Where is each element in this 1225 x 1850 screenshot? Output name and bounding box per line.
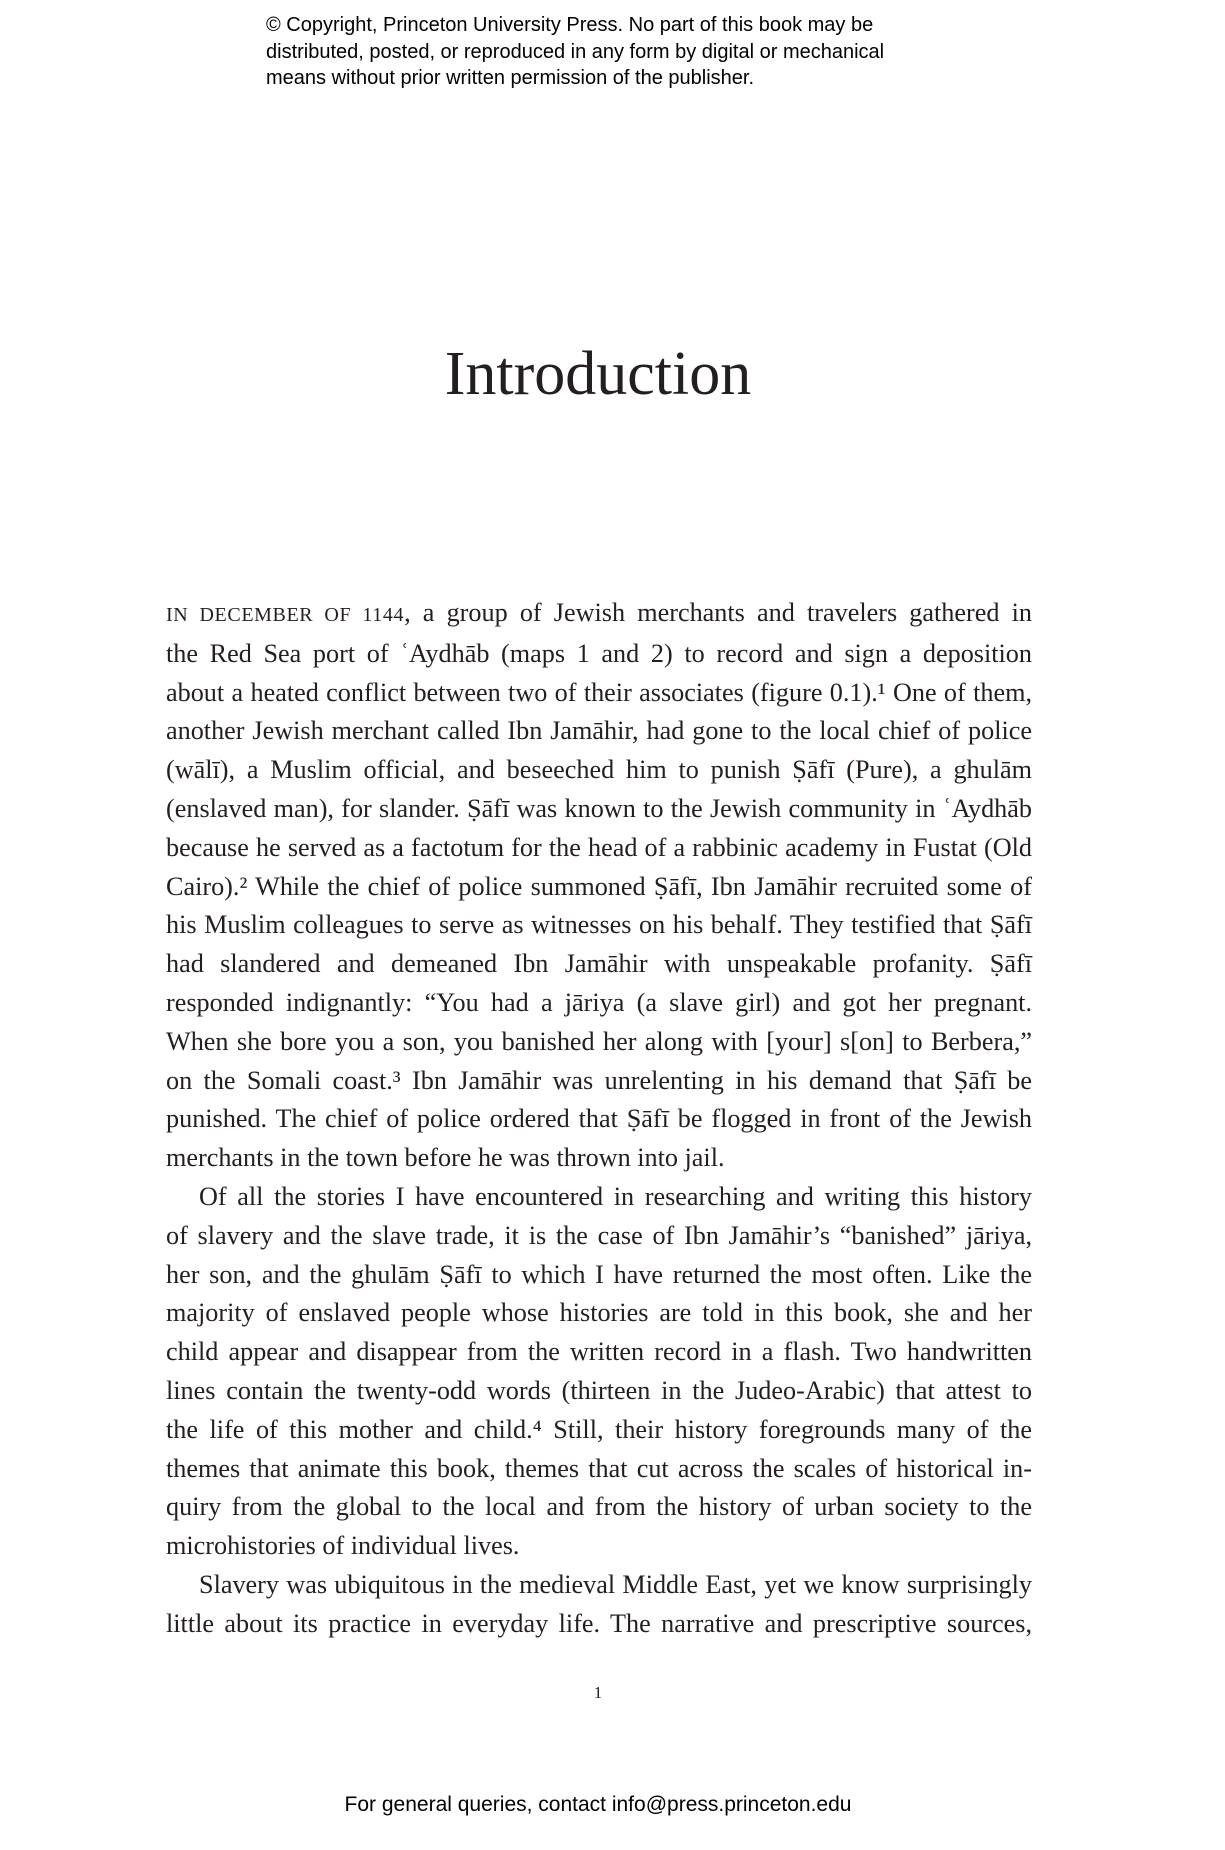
text-line: Slavery was ubiquitous in the medieval Middle East, yet we know surprisingly xyxy=(199,1569,1032,1599)
text-line: (wālī), a Muslim official, and beseeched him to punish Ṣāfī (Pure), a ghulām xyxy=(166,755,1032,785)
text-line: on the Somali coast.³ Ibn Jamāhir was unrelenting in his demand that Ṣāfī be xyxy=(166,1065,1032,1095)
text-line: about a heated conflict between two of their associates (figure 0.1).¹ One of them, xyxy=(166,677,1032,707)
paragraph xyxy=(166,594,1032,1178)
copyright-line: distributed, posted, or reproduced in any form by digital or mechanical xyxy=(266,40,885,63)
text-line: quiry from the global to the local and from the history of urban society to the xyxy=(166,1492,1032,1522)
text-line xyxy=(166,594,1032,635)
text-line: Cairo).² While the chief of police summoned Ṣāfī, Ibn Jamāhir recruited some of xyxy=(166,871,1032,901)
paragraph xyxy=(166,1178,1032,1566)
page-number: 1 xyxy=(593,1683,603,1702)
text-line: (enslaved man), for slander. Ṣāfī was known to the Jewish community in ʿAydhāb xyxy=(166,793,1032,823)
footer-contact: For general queries, contact info@press.princeton.edu xyxy=(344,1793,852,1816)
text-line: the Red Sea port of ʿAydhāb (maps 1 and 2) to record and sign a deposition xyxy=(166,638,1032,668)
text-line: child appear and disappear from the written record in a flash. Two handwritten xyxy=(166,1337,1032,1367)
text-line: themes that animate this book, themes that cut across the scales of historical in- xyxy=(166,1453,1032,1483)
lead-in-small-caps: IN DECEMBER OF 1144 xyxy=(166,604,405,626)
chapter-title: Introduction xyxy=(444,340,752,408)
text-line: his Muslim colleagues to serve as witnesses on his behalf. They testified that Ṣāfī xyxy=(166,910,1032,940)
text-line: had slandered and demeaned Ibn Jamāhir with unspeakable profanity. Ṣāfī xyxy=(166,949,1032,979)
text-line: another Jewish merchant called Ibn Jamāhir, had gone to the local chief of police xyxy=(166,716,1032,746)
copyright-line: means without prior written permission of the publisher. xyxy=(266,67,755,89)
text-line-rest: , a group of Jewish merchants and travelers gathered in xyxy=(404,598,1032,627)
copyright-notice xyxy=(266,12,986,92)
text-line: responded indignantly: “You had a jāriya (a slave girl) and got her pregnant. xyxy=(166,987,1032,1017)
text-line: When she bore you a son, you banished her along with [your] s[on] to Berbera,” xyxy=(166,1026,1032,1056)
text-line: Of all the stories I have encountered in researching and writing this history xyxy=(199,1181,1032,1211)
paragraph xyxy=(166,1566,1032,1644)
text-line: merchants in the town before he was thrown into jail. xyxy=(166,1143,725,1173)
copyright-line: © Copyright, Princeton University Press. No part of this book may be xyxy=(266,14,874,36)
body-text xyxy=(166,594,1032,1644)
text-line: microhistories of individual lives. xyxy=(166,1531,520,1561)
text-line: her son, and the ghulām Ṣāfī to which I have returned the most often. Like the xyxy=(166,1259,1032,1289)
text-line: because he served as a factotum for the head of a rabbinic academy in Fustat (Old xyxy=(166,832,1032,862)
text-line: the life of this mother and child.⁴ Still, their history foregrounds many of the xyxy=(166,1414,1032,1444)
text-line: punished. The chief of police ordered that Ṣāfī be flogged in front of the Jewish xyxy=(166,1104,1032,1134)
text-line: little about its practice in everyday life. The narrative and prescriptive sources, xyxy=(166,1608,1032,1638)
text-line: majority of enslaved people whose histories are told in this book, she and her xyxy=(166,1298,1032,1328)
text-line: lines contain the twenty-odd words (thirteen in the Judeo-Arabic) that attest to xyxy=(166,1375,1032,1405)
text-line: of slavery and the slave trade, it is the case of Ibn Jamāhir’s “banished” jāriya, xyxy=(166,1220,1032,1250)
